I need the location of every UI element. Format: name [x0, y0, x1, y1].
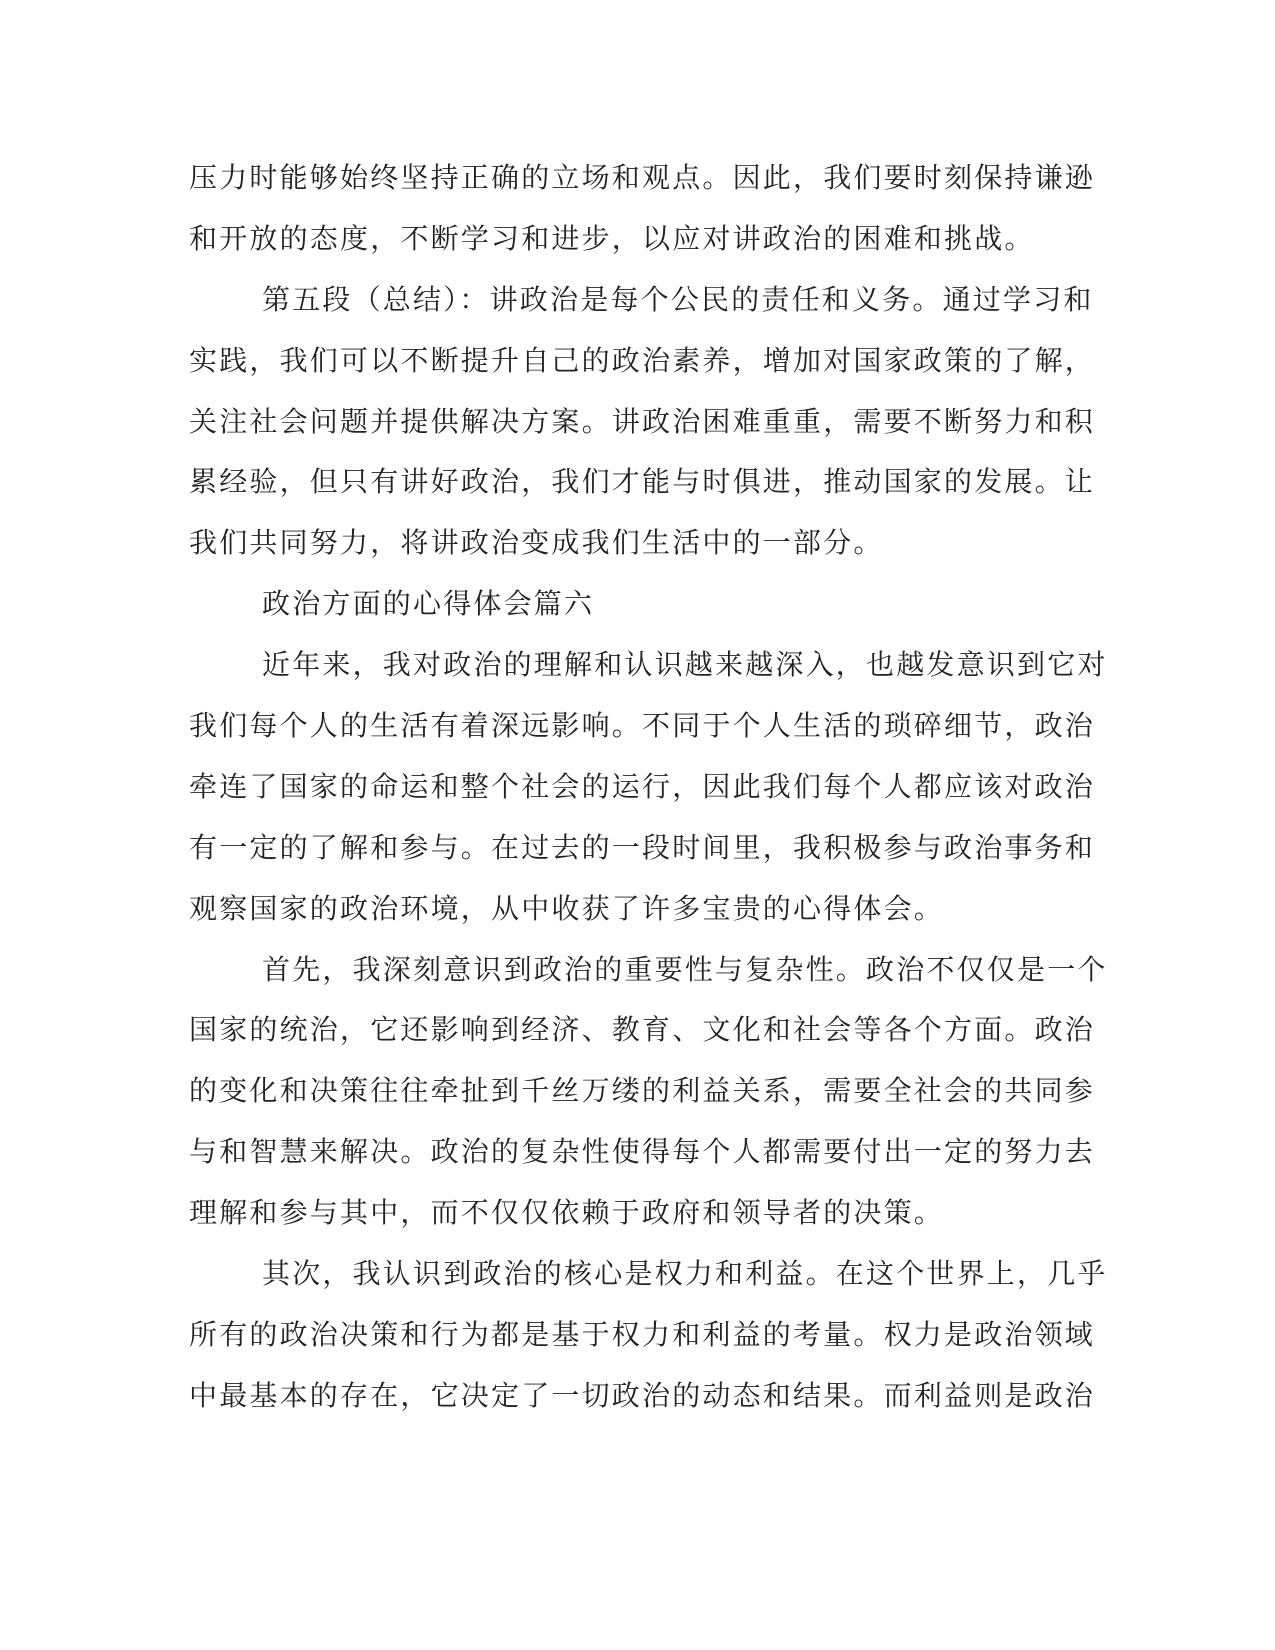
text-line: 有一定的了解和参与。在过去的一段时间里，我积极参与政治事务和	[189, 830, 1096, 864]
text-line: 所有的政治决策和行为都是基于权力和利益的考量。权力是政治领域	[189, 1317, 1096, 1351]
text-line: 压力时能够始终坚持正确的立场和观点。因此，我们要时刻保持谦逊	[189, 161, 1096, 194]
text-line: 与和智慧来解决。政治的复杂性使得每个人都需要付出一定的努力去	[189, 1135, 1096, 1169]
text-line: 我们共同努力，将讲政治变成我们生活中的一部分。	[189, 526, 884, 560]
text-line: 中最基本的存在，它决定了一切政治的动态和结果。而利益则是政治	[189, 1378, 1096, 1412]
text-line: 国家的统治，它还影响到经济、教育、文化和社会等各个方面。政治	[189, 1013, 1096, 1047]
paragraph-first-line: 近年来，我对政治的理解和认识越来越深入，也越发意识到它对	[262, 648, 1108, 682]
paragraph-first-line: 首先，我深刻意识到政治的重要性与复杂性。政治不仅仅是一个	[262, 952, 1108, 986]
section-heading: 政治方面的心得体会篇六	[262, 587, 595, 621]
text-line: 实践，我们可以不断提升自己的政治素养，增加对国家政策的了解，	[189, 343, 1096, 377]
text-line: 累经验，但只有讲好政治，我们才能与时俱进，推动国家的发展。让	[189, 465, 1096, 499]
text-line: 关注社会问题并提供解决方案。讲政治困难重重，需要不断努力和积	[189, 404, 1096, 438]
text-line: 牵连了国家的命运和整个社会的运行，因此我们每个人都应该对政治	[189, 769, 1096, 803]
text-line: 观察国家的政治环境，从中收获了许多宝贵的心得体会。	[189, 891, 945, 925]
paragraph-first-line: 第五段（总结）：讲政治是每个公民的责任和义务。通过学习和	[262, 282, 1094, 316]
text-line: 我们每个人的生活有着深远影响。不同于个人生活的琐碎细节，政治	[189, 709, 1096, 743]
text-line: 理解和参与其中，而不仅仅依赖于政府和领导者的决策。	[189, 1196, 945, 1230]
paragraph-first-line: 其次，我认识到政治的核心是权力和利益。在这个世界上，几乎	[262, 1257, 1108, 1291]
text-line: 和开放的态度，不断学习和进步，以应对讲政治的困难和挑战。	[189, 221, 1035, 255]
text-line: 的变化和决策往往牵扯到千丝万缕的利益关系，需要全社会的共同参	[189, 1074, 1096, 1108]
document-body	[189, 148, 1108, 1427]
